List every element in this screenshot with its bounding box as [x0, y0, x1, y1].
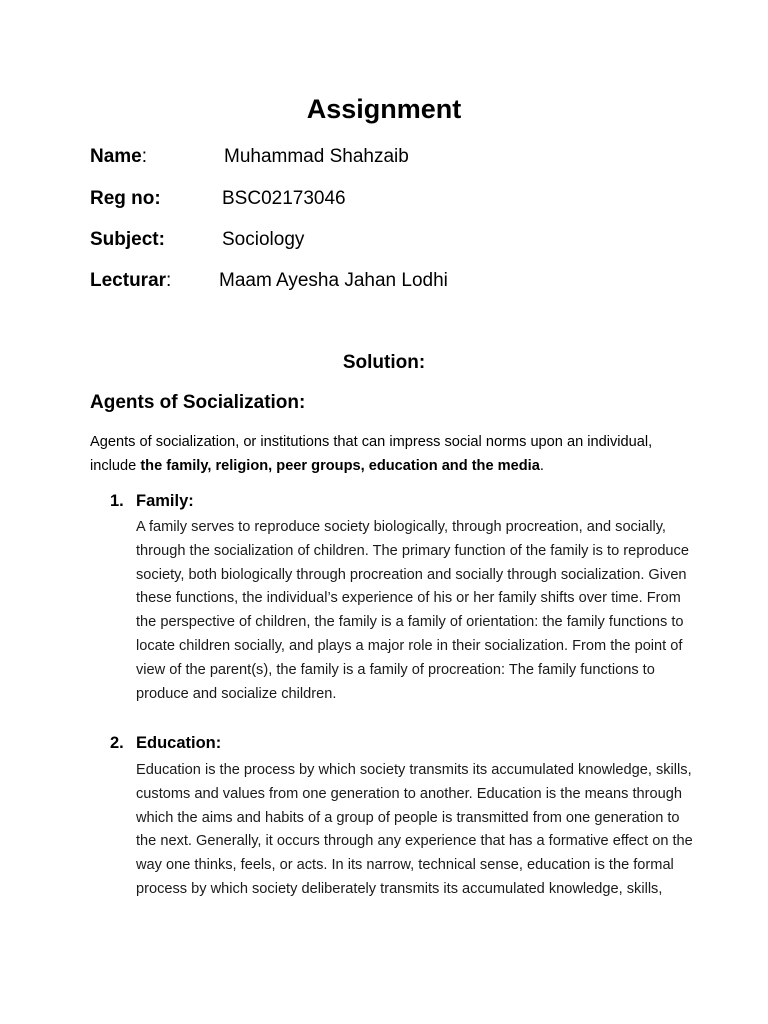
info-label-lecturer: Lecturar:	[90, 270, 172, 291]
info-label-reg-no: Reg no:	[90, 188, 161, 209]
document-title: Assignment	[306, 94, 462, 124]
info-label-subject: Subject:	[90, 229, 165, 250]
solution-heading: Solution:	[342, 352, 426, 373]
list-item-body-family: A family serves to reproduce society biologically, through procreation, and socially, through the socialization of children. The primary function of the family is to reproduce society, both biologically through procreation and socially through socialization. Given these functions, the individual’s experience of his or her family shifts over time. From the perspective of children, the family is a family of orientation: the family functions to locate children socially, and plays a major role in their socialization. From the point of view of the parent(s), the family is a family of procreation: The family functions to produce and socialize children.	[136, 519, 689, 702]
info-value-reg-no: BSC02173046	[222, 188, 346, 209]
list-item-heading-family: 1. Family:	[110, 492, 194, 510]
list-item-body-education: Education is the process by which society transmits its accumulated knowledge, skills, customs and values from one generation to another. Education is the means through which the aims and habits of a group of people is transmitted from one generation to the next. Generally, it occurs through any experience that has a formative effect on the way one thinks, feels, or acts. In its narrow, technical sense, education is the formal process by which society deliberately transmits its accumulated knowledge, skills,	[136, 762, 693, 897]
info-value-name: Muhammad Shahzaib	[224, 146, 409, 167]
intro-bold-text: the family, religion, peer groups, education and the media	[140, 458, 540, 474]
info-value-subject: Sociology	[222, 229, 305, 250]
list-item-heading-education: 2. Education:	[110, 734, 222, 752]
section-heading: Agents of Socialization:	[90, 392, 306, 413]
intro-paragraph: Agents of socialization, or institutions that can impress social norms upon an individual, include the family, religion, peer groups, education and the media.	[90, 434, 653, 474]
info-value-lecturer: Maam Ayesha Jahan Lodhi	[219, 270, 448, 291]
info-label-name: Name:	[90, 146, 148, 167]
